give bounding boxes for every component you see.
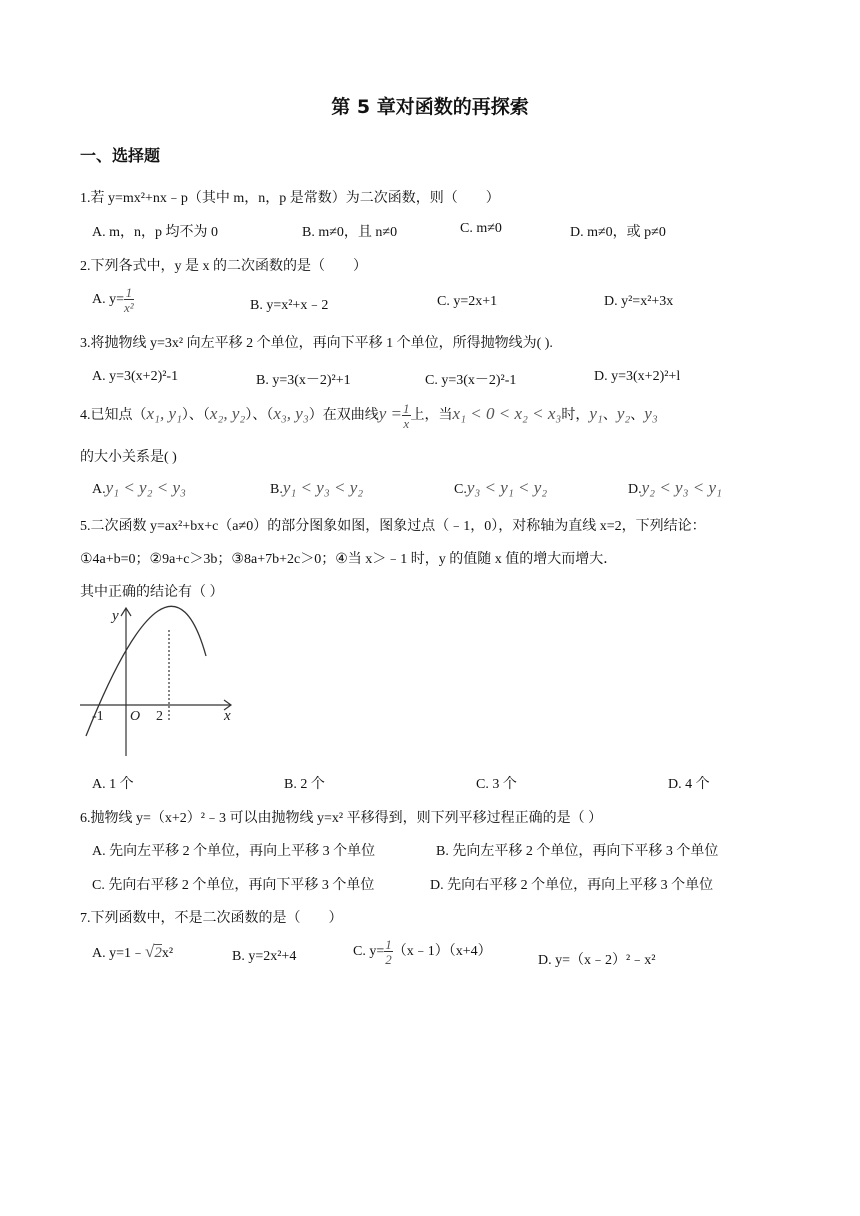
q4-stem-continued: 的大小关系是( ) xyxy=(80,450,177,465)
q6-option-d: D. 先向右平移 2 个单位，再向上平移 3 个单位 xyxy=(430,878,714,893)
q3-option-d: D. y=3(x+2)²+l xyxy=(594,369,681,384)
q4-condition: x₁ < 0 < x₂ < x₃ xyxy=(452,404,562,424)
q5-option-d: D. 4 个 xyxy=(668,777,710,792)
q4-curve-fraction: $\frac{1}{x}$ xyxy=(403,401,410,431)
q6-option-c: C. 先向右平移 2 个单位，再向下平移 3 个单位 xyxy=(92,878,375,893)
q3-option-a: A. y=3(x+2)²-1 xyxy=(92,369,179,384)
x-axis-label: x xyxy=(224,708,231,724)
fraction-numerator: 1 xyxy=(125,285,133,300)
q4-option-d: D.y₂ < y₃ < y₁ xyxy=(628,478,722,497)
q4-y2: y₂ xyxy=(616,404,631,424)
q4-option-c: C.y₃ < y₁ < y₂ xyxy=(454,478,548,497)
q1-option-d: D. m≠0，或 p≠0 xyxy=(570,225,666,240)
q5-parabola-graph xyxy=(78,604,248,764)
q3-option-c: C. y=3(x－2)²-1 xyxy=(425,373,517,388)
q2-option-a-fraction xyxy=(124,286,134,314)
q1-option-a: A. m，n，p 均不为 0 xyxy=(92,225,218,240)
q1-option-c: C. m≠0 xyxy=(460,221,502,236)
q7-option-c: C. y= $\frac{1}{2}$ （x﹣1）（x+4） xyxy=(353,937,492,967)
q2-option-c: C. y=2x+1 xyxy=(437,294,498,309)
q5-conclusions: ①4a+b=0；②9a+c＞3b；③8a+7b+2c＞0；④当 x＞﹣1 时，y 的值随 x 值的增大而增大． xyxy=(80,552,618,567)
page-title: 第 5 章对函数的再探索 xyxy=(331,96,529,118)
q2-option-d: D. y²=x²+3x xyxy=(604,294,674,309)
q7-option-b: B. y=2x²+4 xyxy=(232,949,297,964)
tick-label-2: 2 xyxy=(156,709,163,724)
q3-option-b: B. y=3(x－2)²+1 xyxy=(256,373,351,388)
q4-point-3: x₃, y₃ xyxy=(273,404,309,424)
q5-option-b: B. 2 个 xyxy=(284,777,325,792)
q2-option-a-label: A. y= xyxy=(92,292,125,308)
q5-option-c: C. 3 个 xyxy=(476,777,517,792)
q7-option-d: D. y=（x﹣2）²﹣x² xyxy=(538,953,656,968)
q4-y3: y₃ xyxy=(644,404,658,424)
q6-option-b: B. 先向左平移 2 个单位，再向下平移 3 个单位 xyxy=(436,844,719,859)
y-axis-label: y xyxy=(112,608,119,624)
q7-stem: 7.下列函数中，不是二次函数的是（ ） xyxy=(80,911,343,926)
tick-label-neg1: -1 xyxy=(92,709,104,724)
q3-stem: 3.将抛物线 y=3x² 向左平移 2 个单位，再向下平移 1 个单位，所得抛物线为( ). xyxy=(80,336,553,351)
q2-option-b: B. y=x²+x﹣2 xyxy=(250,298,329,313)
q5-stem: 5.二次函数 y=ax²+bx+c（a≠0）的部分图象如图，图象过点（﹣1，0），对称轴为直线 x=2，下列结论： xyxy=(80,519,706,534)
section-heading: 一、选择题 xyxy=(80,146,161,165)
q4-option-b: B.y₁ < y₃ < y₂ xyxy=(270,478,364,497)
q4-stem: 4.已知点（x₁, y₁）、（x₂, y₂）、（x₃, y₃）在双曲线y = $\frac{1}{x}$ 上，当x₁ < 0 < x₂ < x₃时，y₁、y₂、y₃ xyxy=(80,401,658,431)
q2-stem: 2.下列各式中，y 是 x 的二次函数的是（ ） xyxy=(80,259,367,274)
q6-stem: 6.抛物线 y=（x+2）²﹣3 可以由抛物线 y=x² 平移得到，则下列平移过程正确的是（ ） xyxy=(80,811,603,826)
origin-label: O xyxy=(130,709,141,724)
q4-point-2: x₂, y₂ xyxy=(209,404,246,424)
q4-y1: y₁ xyxy=(589,404,603,424)
q7-option-c-fraction: $\frac{1}{2}$ xyxy=(385,937,392,967)
q1-option-b: B. m≠0，且 n≠0 xyxy=(302,225,398,240)
q5-stem-continued: 其中正确的结论有（ ） xyxy=(80,585,224,600)
q5-option-a: A. 1 个 xyxy=(92,777,134,792)
sqrt-radicand: 2 xyxy=(154,945,162,961)
parabola-curve xyxy=(86,606,206,736)
q7-option-a: A. y=1﹣√2x² xyxy=(92,942,174,961)
q1-stem: 1.若 y=mx²+nx﹣p（其中 m，n，p 是常数）为二次函数，则（ ） xyxy=(80,191,500,206)
q4-option-a: A.y₁ < y₂ < y₃ xyxy=(92,478,186,497)
sqrt-icon: √ xyxy=(145,942,155,961)
q2-option-a xyxy=(92,286,134,314)
q6-option-a: A. 先向左平移 2 个单位，再向上平移 3 个单位 xyxy=(92,844,376,859)
q4-point-1: x₁, y₁ xyxy=(146,404,182,424)
fraction-denominator: x² xyxy=(124,300,134,315)
q4-curve-lhs: y = xyxy=(378,404,403,424)
